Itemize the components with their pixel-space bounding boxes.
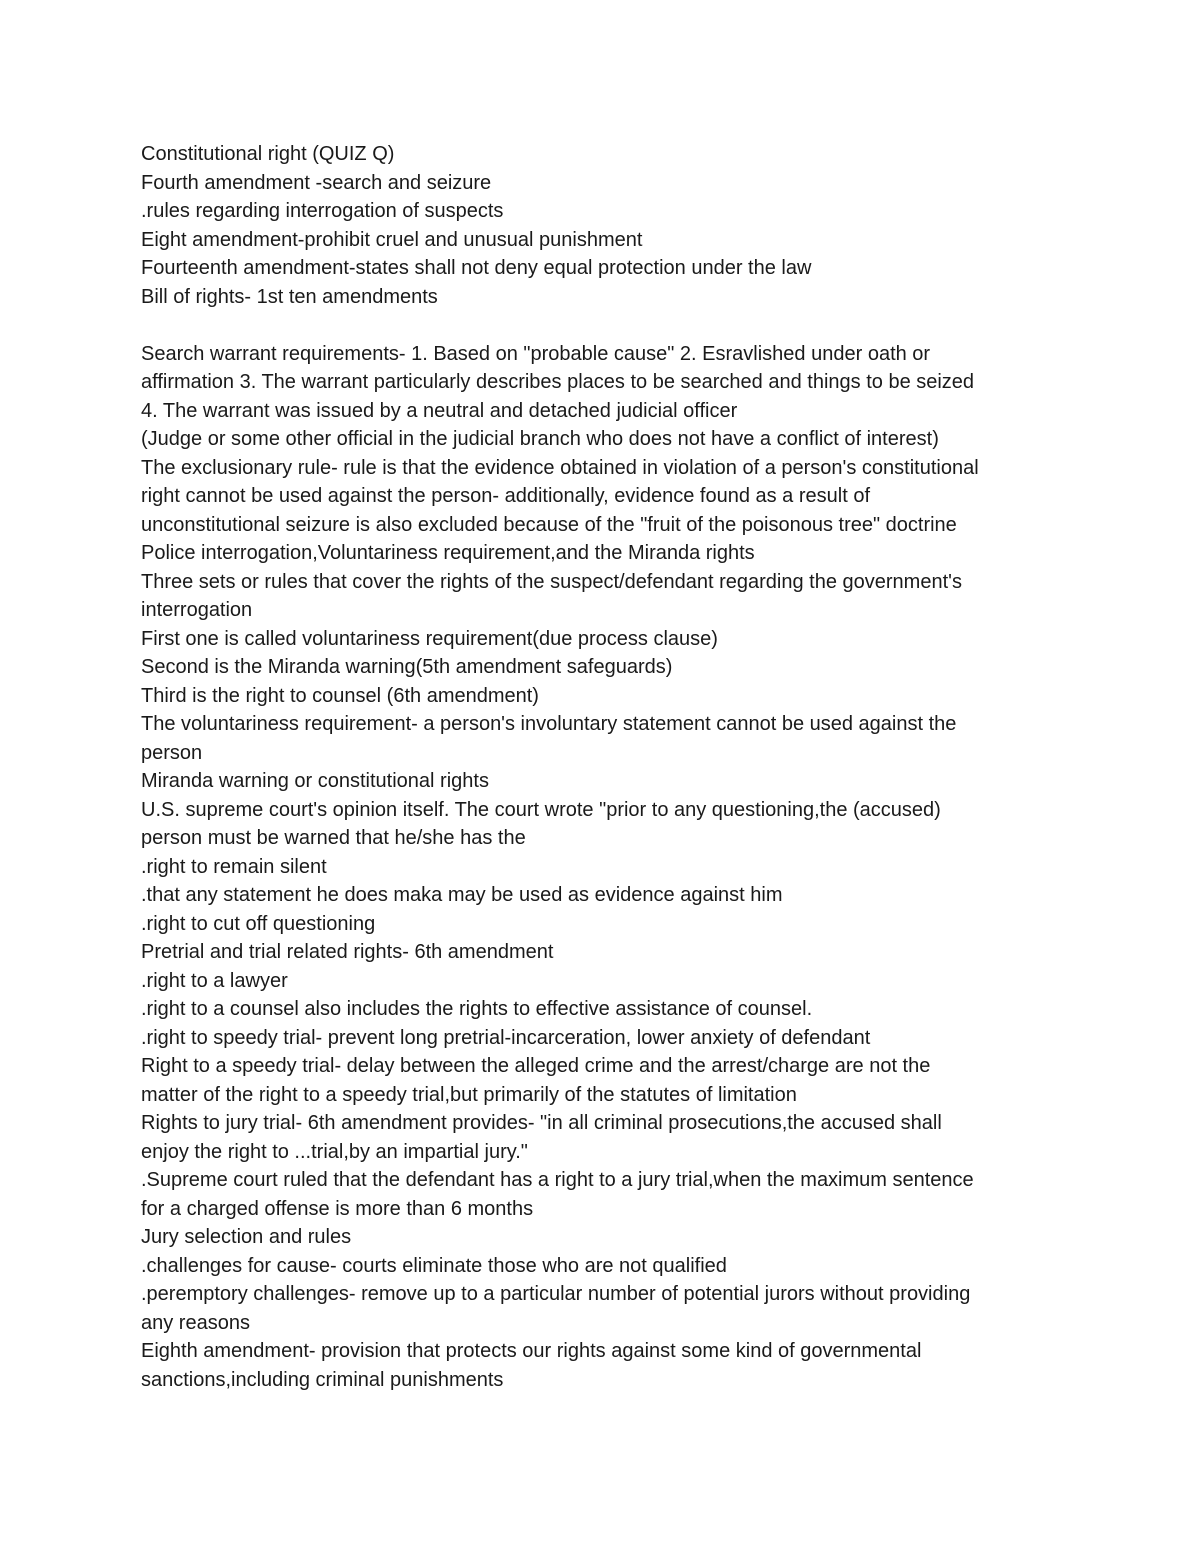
text-line: Constitutional right (QUIZ Q) (141, 143, 395, 165)
text-line: right cannot be used against the person- additionally, evidence found as a result of (141, 485, 870, 507)
text-line: First one is called voluntariness requirement(due process clause) (141, 627, 718, 650)
text-line: unconstitutional seizure is also excluded because of the "fruit of the poisonous tree" doctrine (141, 513, 957, 536)
text-line: (Judge or some other official in the judicial branch who does not have a conflict of interest) (141, 428, 939, 450)
text-line: Fourth amendment -search and seizure (141, 171, 492, 194)
text-line: .challenges for cause- courts eliminate those who are not qualified (141, 1254, 727, 1277)
text-line: Bill of rights- 1st ten amendments (141, 285, 438, 308)
text-line: Third is the right to counsel (6th amendment) (141, 684, 539, 707)
text-line: Search warrant requirements- 1. Based on "probable cause" 2. Esravlished under oath or (141, 342, 931, 365)
text-line: .rules regarding interrogation of suspects (141, 200, 504, 222)
text-line: affirmation 3. The warrant particularly describes places to be searched and things to be seized (141, 371, 975, 393)
text-line: person (141, 741, 203, 764)
text-line: sanctions,including criminal punishments (141, 1368, 504, 1391)
text-line: enjoy the right to ...trial,by an impartial jury." (141, 1140, 528, 1163)
document-body (141, 140, 1061, 1394)
text-line: Rights to jury trial- 6th amendment provides- "in all criminal prosecutions,the accused shall (141, 1112, 942, 1134)
text-line: U.S. supreme court's opinion itself. The court wrote "prior to any questioning,the (accused) (141, 798, 941, 821)
text-line: .peremptory challenges- remove up to a particular number of potential jurors without providing (141, 1283, 971, 1305)
text-line: Three sets or rules that cover the rights of the suspect/defendant regarding the government's (141, 570, 962, 593)
text-line: The exclusionary rule- rule is that the evidence obtained in violation of a person's constitutional (141, 456, 979, 479)
text-line: Pretrial and trial related rights- 6th amendment (141, 941, 554, 963)
text-line: .right to a counsel also includes the rights to effective assistance of counsel. (141, 998, 813, 1020)
blank-line (141, 311, 1061, 340)
text-line: Jury selection and rules (141, 1226, 352, 1248)
text-line: interrogation (141, 599, 253, 621)
text-line: Eight amendment-prohibit cruel and unusual punishment (141, 228, 643, 251)
text-line: .right to a lawyer (141, 969, 288, 992)
text-line: 4. The warrant was issued by a neutral and detached judicial officer (141, 399, 738, 422)
text-line: Fourteenth amendment-states shall not deny equal protection under the law (141, 257, 812, 279)
text-line: Right to a speedy trial- delay between the alleged crime and the arrest/charge are not the (141, 1055, 931, 1077)
text-line: for a charged offense is more than 6 months (141, 1197, 534, 1220)
text-line: person must be warned that he/she has the (141, 827, 526, 849)
text-line: any reasons (141, 1311, 250, 1334)
text-line: Miranda warning or constitutional rights (141, 770, 489, 792)
text-line: Eighth amendment- provision that protects our rights against some kind of governmental (141, 1340, 922, 1362)
text-line: The voluntariness requirement- a person's involuntary statement cannot be used against the (141, 713, 957, 735)
text-line: .Supreme court ruled that the defendant has a right to a jury trial,when the maximum sentence (141, 1169, 974, 1191)
text-line: Second is the Miranda warning(5th amendment safeguards) (141, 656, 673, 678)
text-line: Police interrogation,Voluntariness requirement,and the Miranda rights (141, 542, 755, 564)
text-line: .right to cut off questioning (141, 912, 376, 935)
text-line: .right to remain silent (141, 855, 327, 878)
text-line: .that any statement he does maka may be used as evidence against him (141, 884, 783, 906)
text-line: matter of the right to a speedy trial,but primarily of the statutes of limitation (141, 1083, 797, 1106)
text-line: .right to speedy trial- prevent long pretrial-incarceration, lower anxiety of defendant (141, 1026, 871, 1049)
